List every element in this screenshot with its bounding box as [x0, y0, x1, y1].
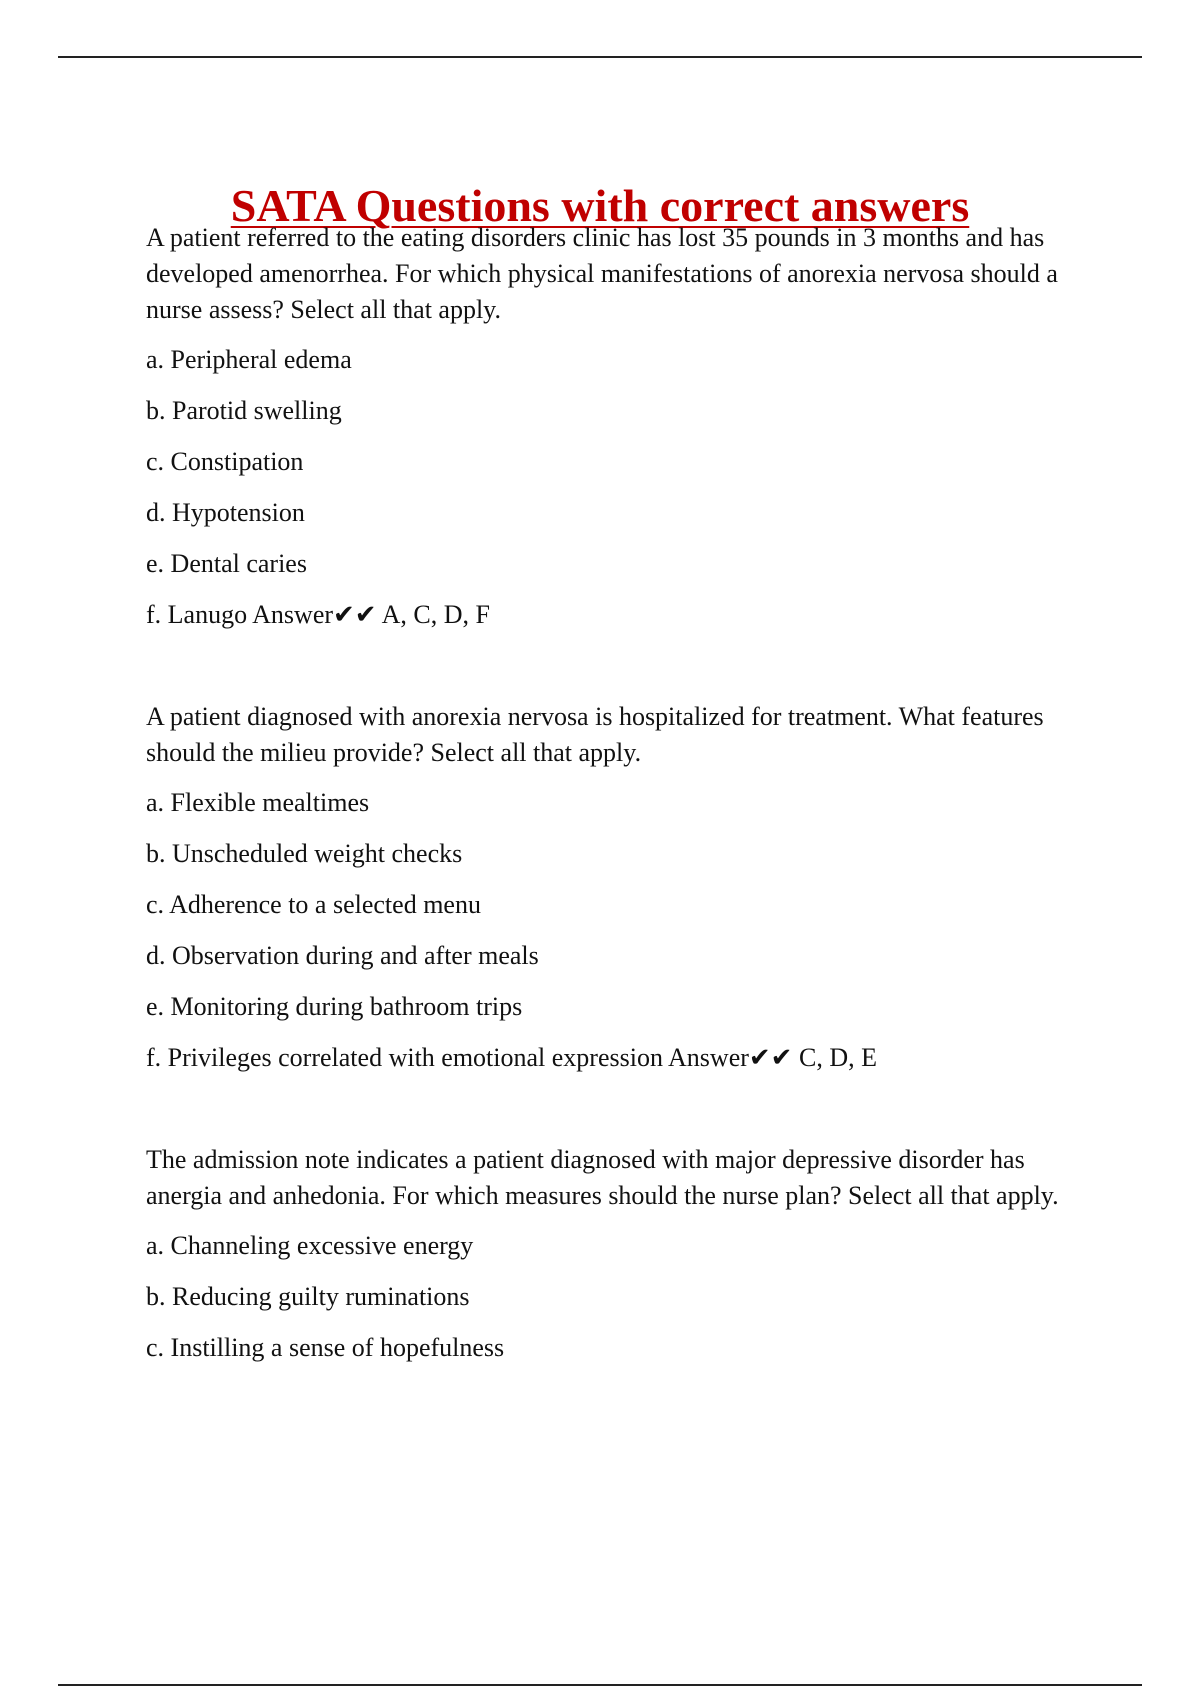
question-2	[146, 699, 1086, 1076]
document-body	[146, 220, 1086, 1432]
answer-option: c. Instilling a sense of hopefulness	[146, 1333, 505, 1362]
question-1	[146, 220, 1086, 633]
answer-option: b. Reducing guilty ruminations	[146, 1282, 470, 1311]
header-rule	[58, 56, 1142, 58]
answer-option: c. Constipation	[146, 447, 304, 476]
answer-option: d. Hypotension	[146, 498, 305, 527]
question-stem: A patient diagnosed with anorexia nervosa is hospitalized for treatment. What features should the milieu provide? Select all that apply.	[146, 702, 1044, 767]
page-title-text: SATA Questions with correct answers	[230, 179, 970, 231]
footer-rule	[58, 1684, 1142, 1686]
answer-option: e. Monitoring during bathroom trips	[146, 992, 523, 1021]
answer-option: a. Channeling excessive energy	[146, 1231, 474, 1260]
question-stem: A patient referred to the eating disorders clinic has lost 35 pounds in 3 months and has developed amenorrhea. For which physical manifestations of anorexia nervosa should a nurse assess? Select all that apply.	[146, 223, 1058, 324]
question-stem: The admission note indicates a patient diagnosed with major depressive disorder has anergia and anhedonia. For which measures should the nurse plan? Select all that apply.	[146, 1145, 1059, 1210]
answer-option: c. Adherence to a selected menu	[146, 890, 481, 919]
question-3	[146, 1142, 1086, 1366]
answer-option: e. Dental caries	[146, 549, 307, 578]
answer-option: b. Parotid swelling	[146, 396, 342, 425]
answer-option: b. Unscheduled weight checks	[146, 839, 463, 868]
answer-option-with-key: f. Privileges correlated with emotional expression Answer✔✔ C, D, E	[146, 1043, 877, 1072]
answer-option: d. Observation during and after meals	[146, 941, 539, 970]
answer-option: a. Flexible mealtimes	[146, 788, 370, 817]
answer-option: a. Peripheral edema	[146, 345, 352, 374]
answer-option-with-key: f. Lanugo Answer✔✔ A, C, D, F	[146, 600, 491, 629]
